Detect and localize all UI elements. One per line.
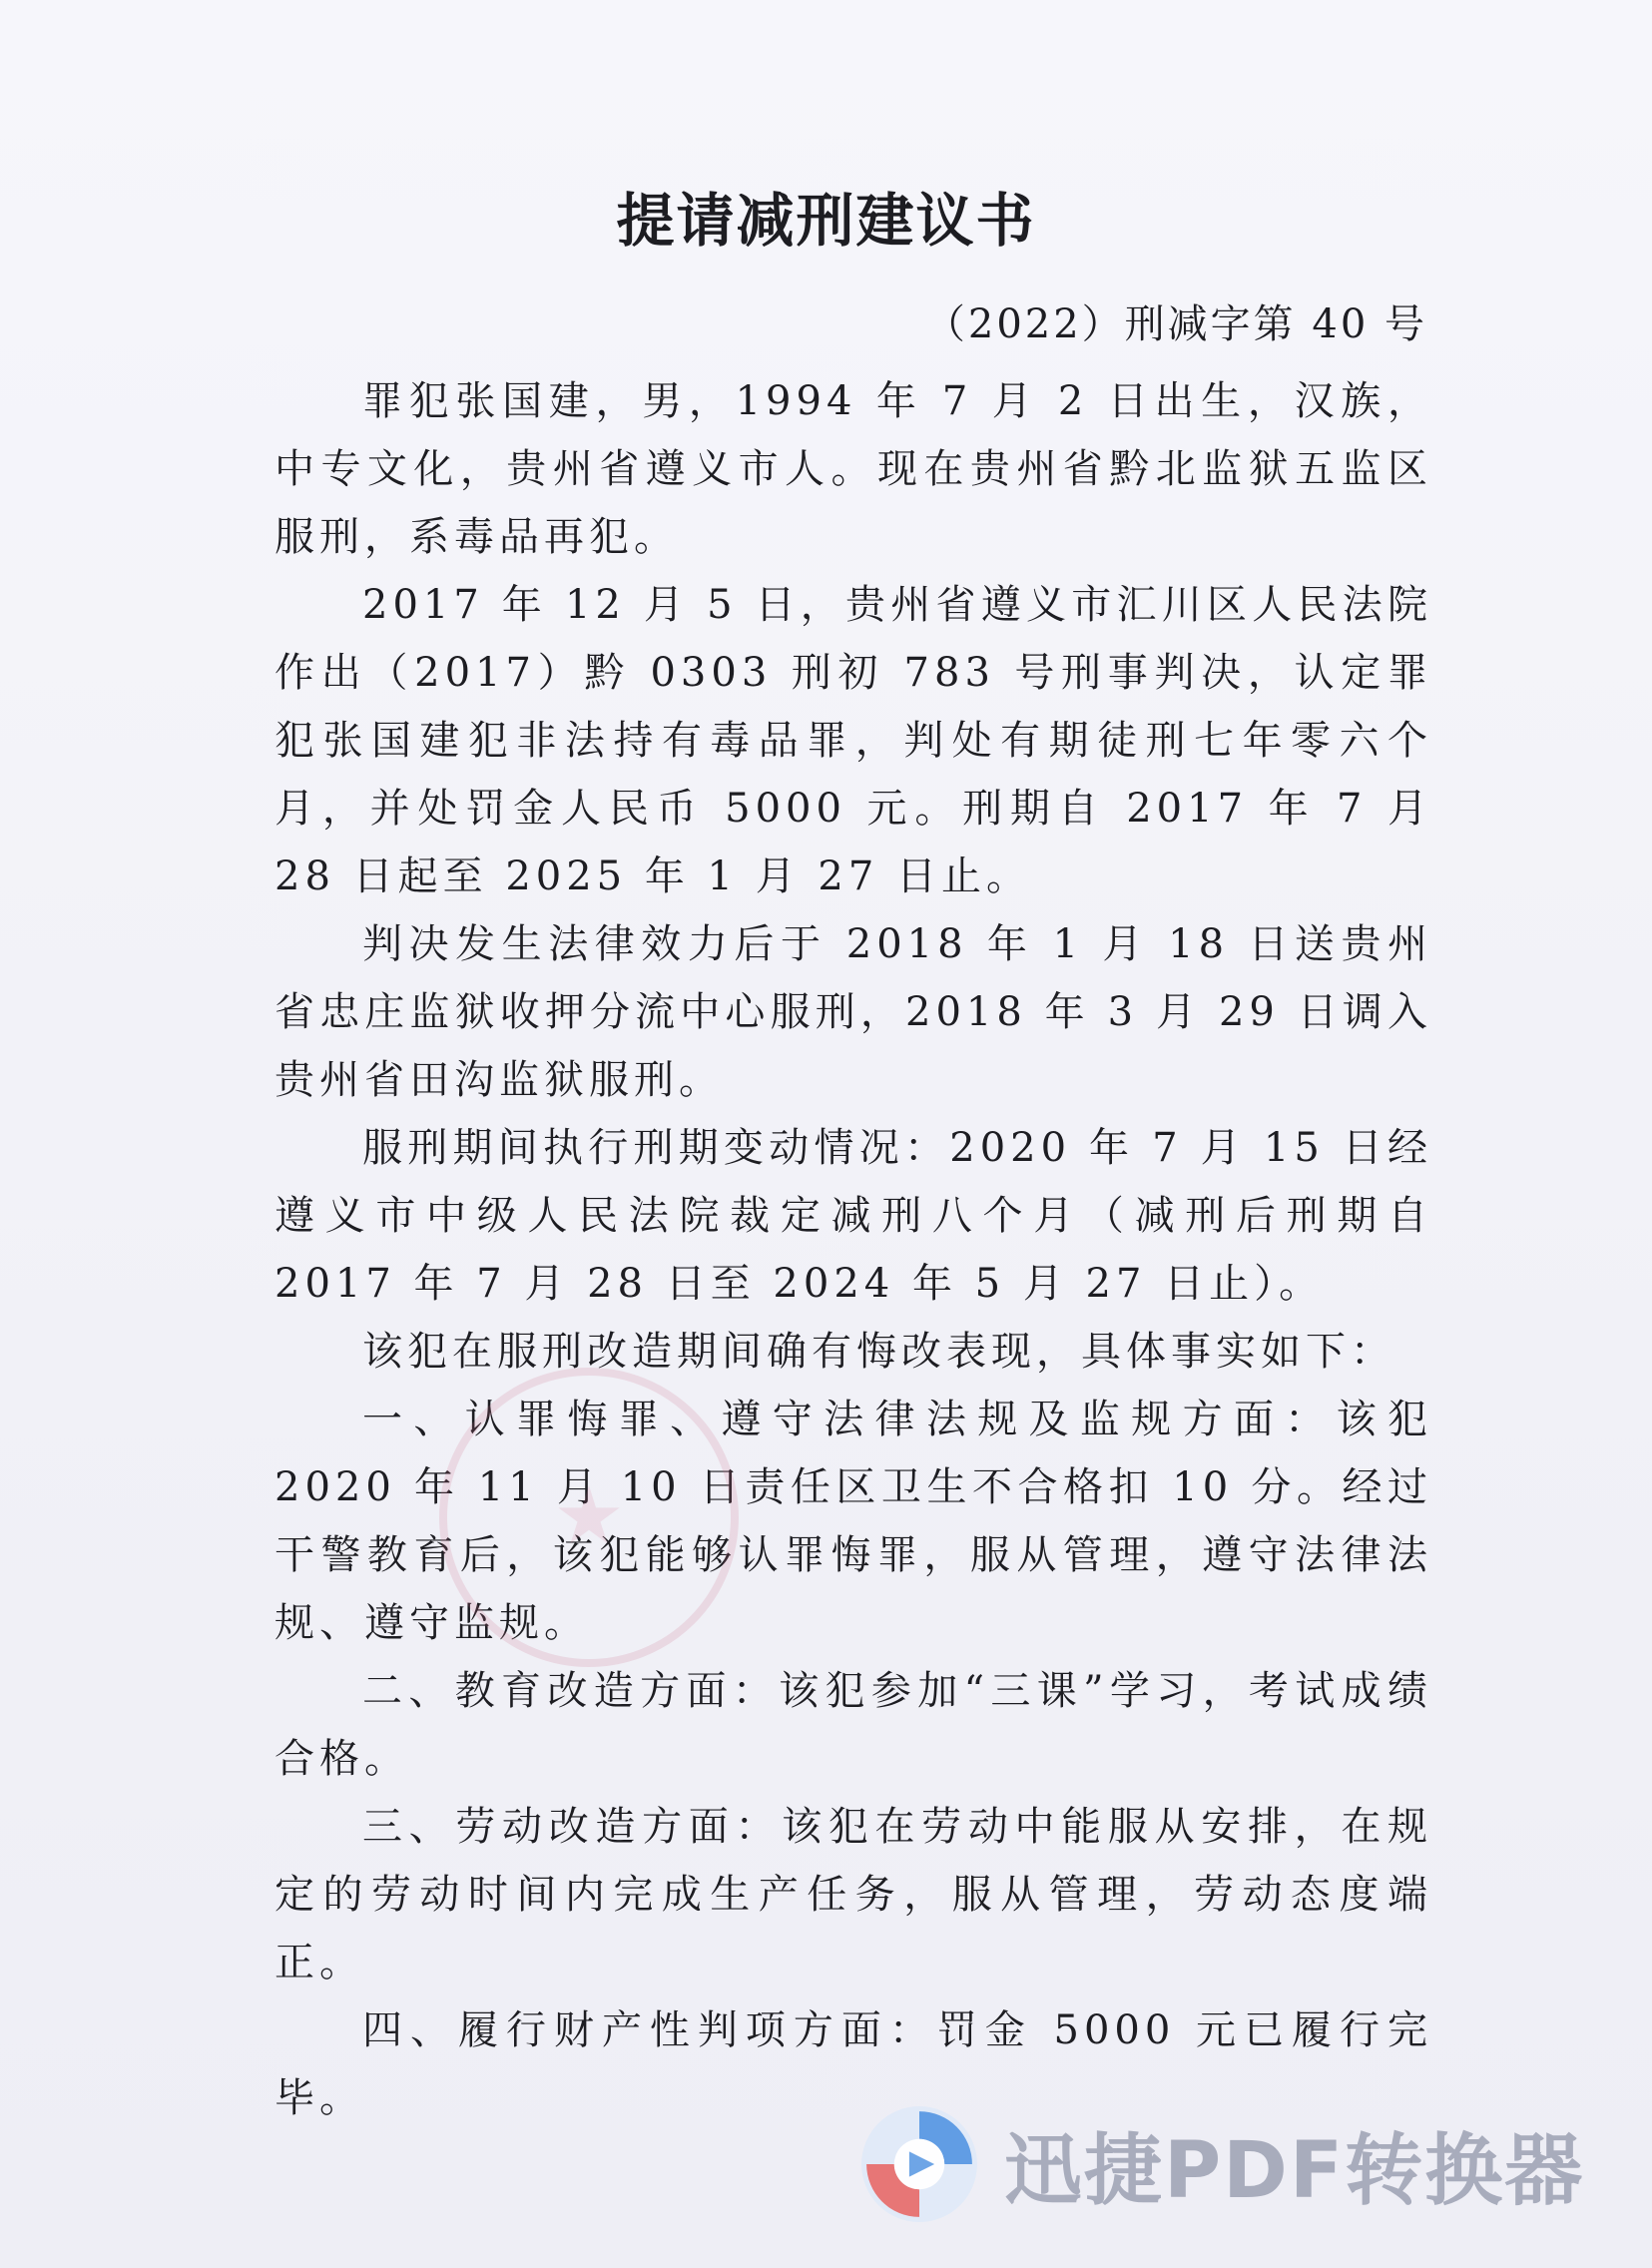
watermark xyxy=(856,2101,1584,2227)
document-body xyxy=(275,367,1432,2132)
paragraph-fact-2: 二、教育改造方面：该犯参加“三课”学习，考试成绩合格。 xyxy=(275,1668,1432,1782)
paragraph-fact-1: 一、认罪悔罪、遵守法律法规及监规方面：该犯 2020 年 11 月 10 日责任区卫生不合格扣 10 分。经过干警教育后，该犯能够认罪悔罪，服从管理，遵守法律法规、遵守监规。 xyxy=(275,1397,1432,1646)
document-number: （2022）刑减字第 40 号 xyxy=(924,301,1427,347)
watermark-text: 迅捷PDF转换器 xyxy=(1004,2126,1585,2216)
paragraph-transfer: 判决发生法律效力后于 2018 年 1 月 18 日送贵州省忠庄监狱收押分流中心服刑，2018 年 3 月 29 日调入贵州省田沟监狱服刑。 xyxy=(275,921,1432,1103)
xunjie-logo-icon xyxy=(856,2101,982,2227)
paragraph-sentence-change: 服刑期间执行刑期变动情况：2020 年 7 月 15 日经遵义市中级人民法院裁定减刑八个月（减刑后刑期自 2017 年 7 月 28 日至 2024 年 5 月 27 日止）。 xyxy=(275,1125,1432,1307)
paragraph-judgment: 2017 年 12 月 5 日，贵州省遵义市汇川区人民法院作出（2017）黔 0303 刑初 783 号刑事判决，认定罪犯张国建犯非法持有毒品罪，判处有期徒刑七年零六个月，并处罚金人民币 5000 元。刑期自 2017 年 7 月 28 日起至 2025 年 1 月 27 日止。 xyxy=(275,582,1432,899)
paragraph-fact-3: 三、劳动改造方面：该犯在劳动中能服从安排，在规定的劳动时间内完成生产任务，服从管理，劳动态度端正。 xyxy=(275,1804,1432,1985)
paragraph-facts-intro: 该犯在服刑改造期间确有悔改表现，具体事实如下： xyxy=(362,1329,1395,1375)
paragraph-criminal-info: 罪犯张国建，男，1994 年 7 月 2 日出生，汉族，中专文化，贵州省遵义市人。现在贵州省黔北监狱五监区服刑，系毒品再犯。 xyxy=(275,378,1432,560)
paragraph-fact-4: 四、履行财产性判项方面：罚金 5000 元已履行完毕。 xyxy=(275,2007,1432,2121)
document-title: 提请减刑建议书 xyxy=(616,187,1036,255)
